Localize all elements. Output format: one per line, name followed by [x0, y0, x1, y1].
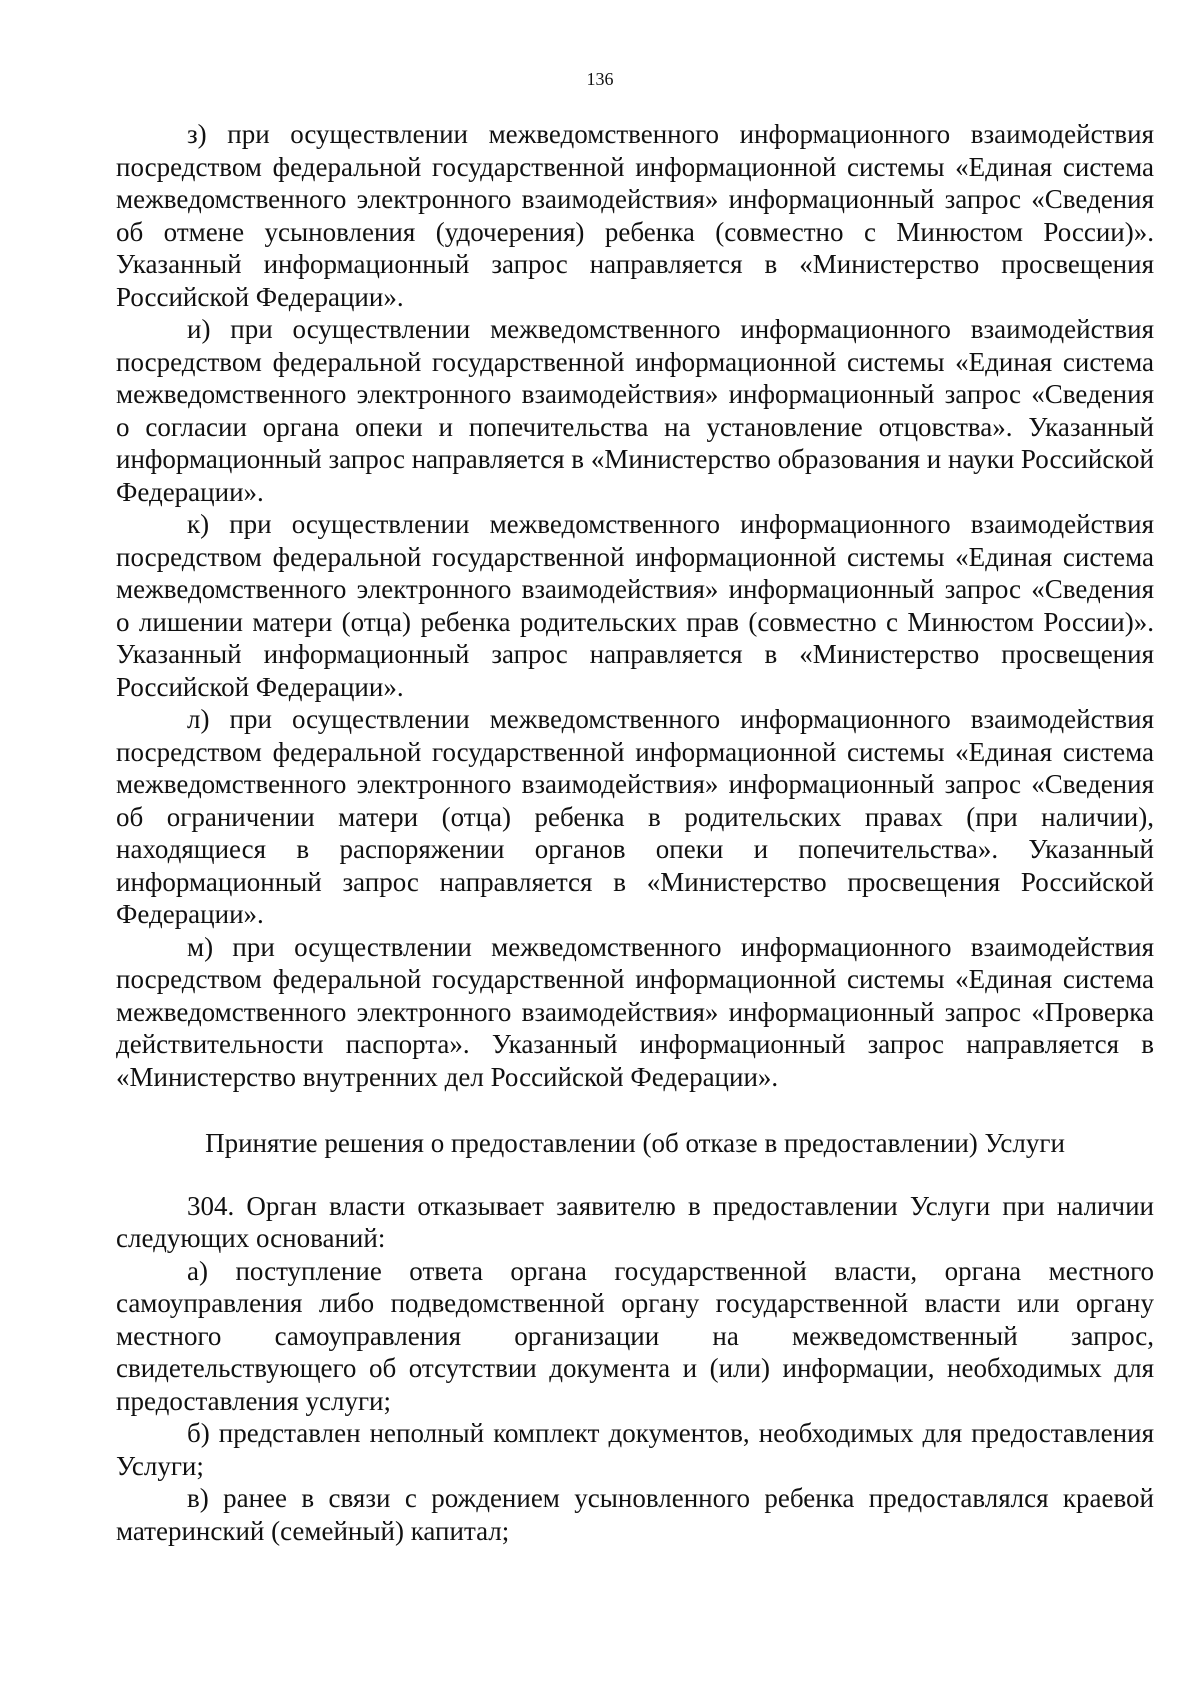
paragraph-item-i: и) при осуществлении межведомственного информационного взаимодействия посредством федеральной государственной информационной системы «Единая система межведомственного электронного взаимодействия» информационный запрос «Сведения о согласии органа опеки и попечительства на установление отцовства». Указанный информационный запрос направляется в «Министерство образования и науки Российской Федерации».: [116, 314, 1154, 507]
paragraph-item-m: м) при осуществлении межведомственного информационного взаимодействия посредством федеральной государственной информационной системы «Единая система межведомственного электронного взаимодействия» информационный запрос «Проверка действительности паспорта». Указанный информационный запрос направляется в «Министерство внутренних дел Российской Федерации».: [116, 931, 1154, 1092]
paragraph-item-a: а) поступление ответа органа государственной власти, органа местного самоуправления либо подведомственной органу государственной власти или органу местного самоуправления организации на межведомственный запрос, свидетельствующего об отсутствии документа и (или) информации, необходимых для предоставления услуги;: [116, 1255, 1154, 1416]
document-body: [116, 118, 1154, 1547]
section-heading: Принятие решения о предоставлении (об отказе в предоставлении) Услуги: [205, 1128, 1065, 1158]
paragraph-clause-304: 304. Орган власти отказывает заявителю в предоставлении Услуги при наличии следующих оснований:: [116, 1190, 1154, 1253]
paragraph-item-v: в) ранее в связи с рождением усыновленного ребенка предоставлялся краевой материнский (семейный) капитал;: [116, 1483, 1154, 1546]
paragraph-item-b: б) представлен неполный комплект документов, необходимых для предоставления Услуги;: [116, 1418, 1154, 1481]
paragraph-item-k: к) при осуществлении межведомственного информационного взаимодействия посредством федеральной государственной информационной системы «Единая система межведомственного электронного взаимодействия» информационный запрос «Сведения о лишении матери (отца) ребенка родительских прав (совместно с Минюстом России)». Указанный информационный запрос направляется в «Министерство просвещения Российской Федерации».: [116, 509, 1154, 702]
page-number: 136: [586, 69, 614, 89]
paragraph-item-l: л) при осуществлении межведомственного информационного взаимодействия посредством федеральной государственной информационной системы «Единая система межведомственного электронного взаимодействия» информационный запрос «Сведения об ограничении матери (отца) ребенка в родительских правах (при наличии), находящиеся в распоряжении органов опеки и попечительства». Указанный информационный запрос направляется в «Министерство просвещения Российской Федерации».: [116, 704, 1154, 929]
paragraph-item-z: з) при осуществлении межведомственного информационного взаимодействия посредством федеральной государственной информационной системы «Единая система межведомственного электронного взаимодействия» информационный запрос «Сведения об отмене усыновления (удочерения) ребенка (совместно с Минюстом России)». Указанный информационный запрос направляется в «Министерство просвещения Российской Федерации».: [116, 119, 1154, 312]
